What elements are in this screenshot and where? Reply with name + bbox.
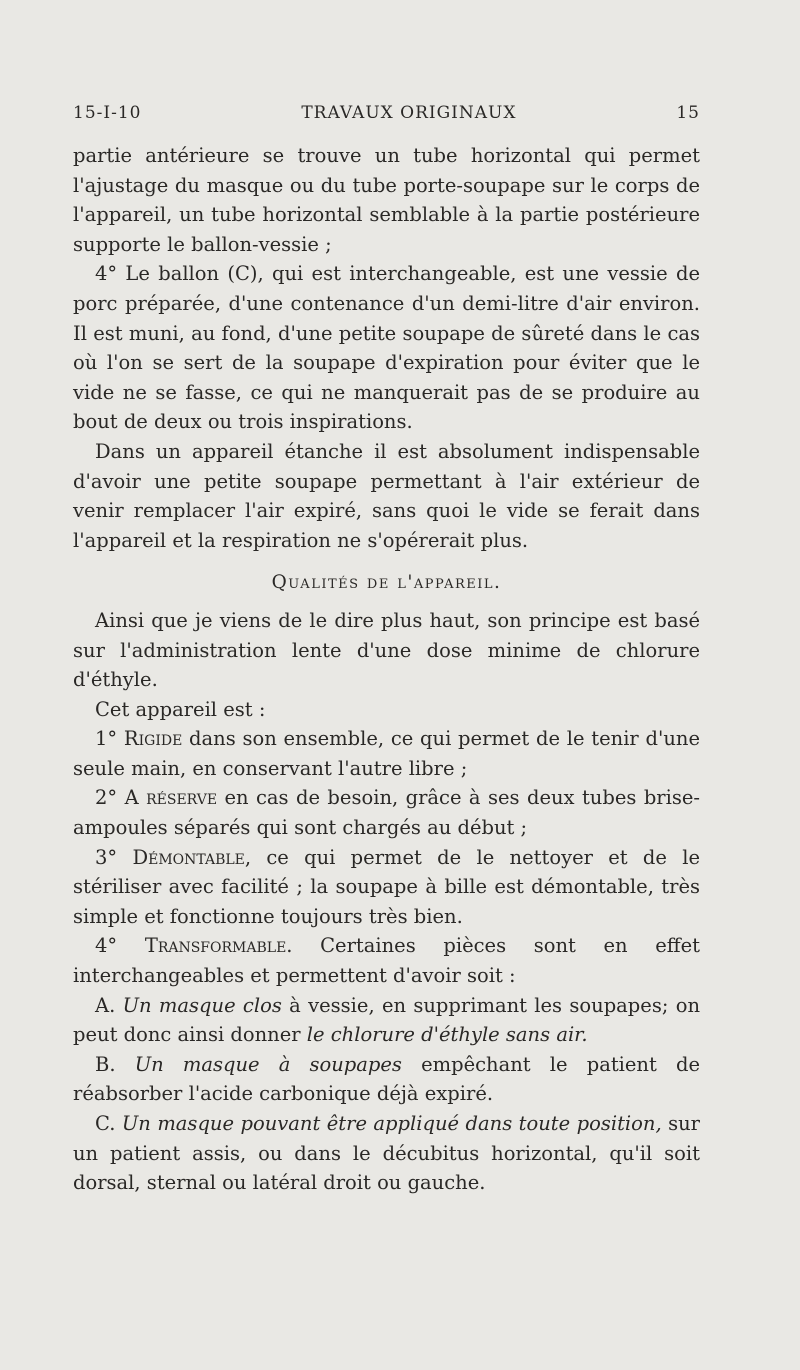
paragraph: Dans un appareil étanche il est absolument indispensable d'avoir une petite soupape permettant à l'air extérieur de venir remplacer l'air expiré, sans quoi le vide se ferait dans l'appareil et la respiration ne s'opérerait plus. [73,439,700,552]
item-text: en cas de besoin, grâce à ses deux tubes brise-ampoules séparés qui sont chargés au début ; [73,786,700,840]
item-term: Démontable [132,845,245,869]
item-number: 3° [95,845,118,869]
page-number: 15 [676,103,700,123]
item-text: , ce qui permet de le nettoyer et de le stériliser avec facilité ; la soupape à bille est démontable, très simple et fonctionne toujours très bien. [73,845,700,928]
paragraph: Ainsi que je viens de le dire plus haut, son principe est basé sur l'administration lente d'une dose minime de chlorure d'éthyle. [73,608,700,692]
sub-item-text: empêchant le patient de réabsorber l'acide carbonique déjà expiré. [73,1052,700,1106]
item-number: 1° [95,727,118,751]
sub-item-label: C. [95,1112,122,1135]
sub-item-text: à vessie, en supprimant les soupapes; on peut donc ainsi donner [73,993,701,1047]
sub-item [73,1109,700,1198]
list-item [73,783,700,842]
header-date: 15-I-10 [73,103,142,123]
section-heading: Qualités de l'appareil. [271,572,502,594]
italic-text: le chlorure d'éthyle sans air. [306,1023,588,1047]
item-number: 2° [95,786,118,810]
sub-item-label: B. [95,1052,135,1076]
running-header [73,103,700,123]
item-term: Rigide [123,727,183,751]
paragraph: 4° Le ballon (C), qui est interchangeable, est une vessie de porc préparée, d'une contenance d'un demi-litre d'air environ. Il est muni, au fond, d'une petite soupape de sûreté dans le cas où l'on se sert de la soupape d'expiration pour éviter que le vide ne se fasse, ce qui ne manquerait pas de se produire au bout de deux ou trois inspirations. [73,262,700,434]
list-item [73,843,700,932]
sub-item-text: sur un patient assis, ou dans le décubitus horizontal, qu'il soit dorsal, sternal ou latéral droit ou gauche. [73,1112,700,1195]
body-text [73,141,700,1198]
item-term: A réserve [124,786,218,810]
running-title: TRAVAUX ORIGINAUX [301,103,517,123]
list-item [73,931,700,990]
sub-item [73,1050,700,1109]
sub-item [73,991,700,1050]
italic-text: Un masque pouvant être appliqué dans toute position, [121,1112,662,1135]
item-term: Transformable. [144,934,293,958]
item-text: Certaines pièces sont en effet interchangeables et permettent d'avoir soit : [73,934,700,988]
paragraph: Cet appareil est : [95,697,266,721]
italic-text: Un masque clos [122,993,282,1017]
item-text: dans son ensemble, ce qui permet de le tenir d'une seule main, en conservant l'autre libre ; [73,727,700,780]
item-number: 4° [95,934,118,958]
paragraph: partie antérieure se trouve un tube horizontal qui permet l'ajustage du masque ou du tube porte-soupape sur le corps de l'appareil, un tube horizontal semblable à la partie postérieure supporte le ballon-vessie ; [73,144,700,256]
sub-item-label: A. [95,993,123,1017]
list-item [73,724,700,783]
italic-text: Un masque à soupapes [134,1052,402,1076]
